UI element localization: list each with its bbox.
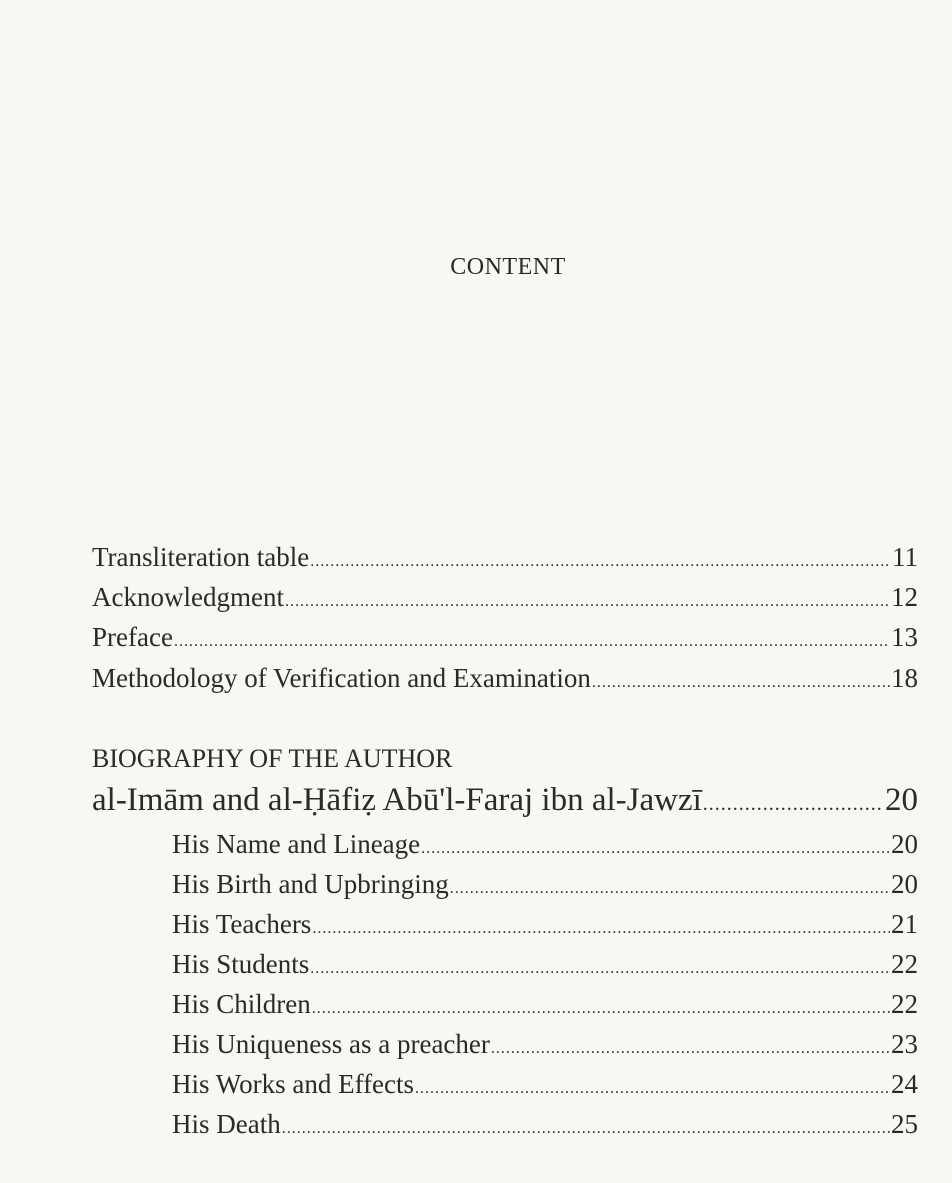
dot-leader — [312, 920, 890, 938]
toc-entry-label: al-Imām and al-Ḥāfiẓ Abū'l-Faraj ibn al-Jawzī — [92, 782, 702, 818]
dot-leader — [592, 674, 890, 692]
toc-subentry[interactable] — [172, 869, 918, 905]
toc-entry-label: Preface — [92, 622, 173, 652]
toc-entry[interactable] — [92, 542, 918, 578]
toc-entry-label: His Death — [172, 1109, 281, 1139]
toc-entry-label: Transliteration table — [92, 542, 310, 572]
toc-entry-page: 18 — [891, 663, 918, 693]
dot-leader — [491, 1040, 890, 1058]
toc-entry-label: Acknowledgment — [92, 582, 284, 612]
toc-subentry[interactable] — [172, 1029, 918, 1065]
dot-leader — [703, 793, 884, 816]
dot-leader — [310, 960, 890, 978]
toc-subentry[interactable] — [172, 909, 918, 945]
toc-subentry[interactable] — [172, 989, 918, 1025]
section-heading: BIOGRAPHY OF THE AUTHOR — [92, 744, 453, 773]
page-title: CONTENT — [450, 254, 566, 280]
toc-entry-label: His Teachers — [172, 909, 312, 939]
toc-entry-page: 20 — [891, 869, 918, 899]
toc-entry-label: His Works and Effects — [172, 1069, 415, 1099]
toc-subentry[interactable] — [172, 829, 918, 865]
toc-entry-label: His Birth and Upbringing — [172, 869, 449, 899]
dot-leader — [450, 880, 890, 898]
dot-leader — [421, 840, 890, 858]
toc-main-entry[interactable] — [92, 782, 918, 824]
toc-entry-page: 20 — [885, 782, 918, 818]
toc-entry-page: 20 — [891, 829, 918, 859]
toc-entry[interactable] — [92, 663, 918, 699]
toc-entry-label: His Uniqueness as a preacher — [172, 1029, 490, 1059]
dot-leader — [282, 1120, 890, 1138]
dot-leader — [174, 633, 890, 651]
toc-entry-label: His Children — [172, 989, 311, 1019]
dot-leader — [415, 1080, 890, 1098]
toc-subentry[interactable] — [172, 1109, 918, 1145]
toc-entry-page: 12 — [891, 582, 918, 612]
toc-subentry[interactable] — [172, 949, 918, 985]
toc-entry-label: Methodology of Verification and Examination — [92, 663, 591, 693]
toc-entry-page: 22 — [891, 989, 918, 1019]
dot-leader — [310, 553, 891, 571]
toc-entry-page: 13 — [891, 622, 918, 652]
dot-leader — [285, 593, 890, 611]
toc-entry-page: 24 — [891, 1069, 918, 1099]
toc-entry-page: 11 — [892, 542, 918, 572]
toc-entry[interactable] — [92, 582, 918, 618]
toc-entry-page: 22 — [891, 949, 918, 979]
toc-entry-label: His Students — [172, 949, 310, 979]
toc-entry-label: His Name and Lineage — [172, 829, 421, 859]
toc-entry-page: 21 — [891, 909, 918, 939]
toc-entry[interactable] — [92, 622, 918, 658]
toc-entry-page: 25 — [891, 1109, 918, 1139]
toc-entry-page: 23 — [891, 1029, 918, 1059]
dot-leader — [312, 1000, 890, 1018]
toc-subentry[interactable] — [172, 1069, 918, 1105]
